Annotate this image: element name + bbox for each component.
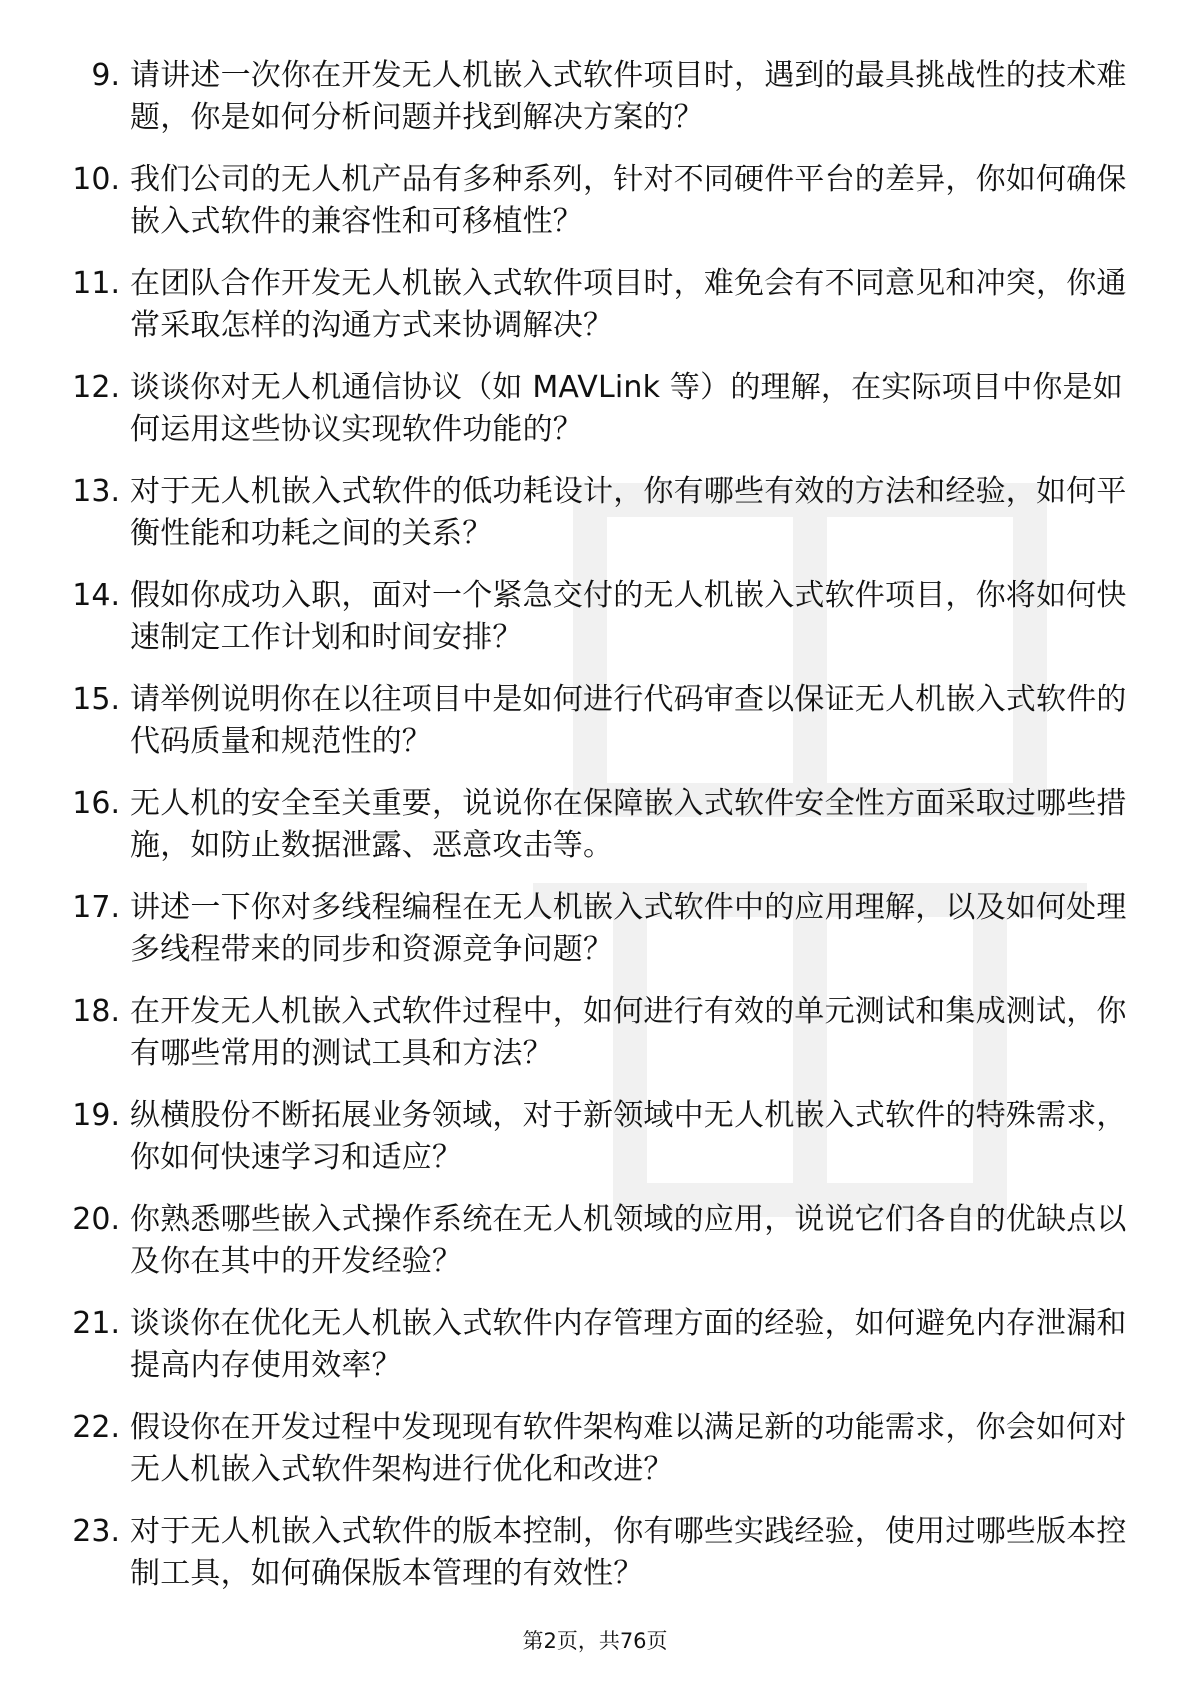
question-number: 12. [72, 370, 120, 405]
question-item [58, 783, 1138, 887]
question-text: 请讲述一次你在开发无人机嵌入式软件项目时，遇到的最具挑战性的技术难题，你是如何分析问题并找到解决方案的？ [130, 58, 1127, 135]
question-text: 假如你成功入职，面对一个紧急交付的无人机嵌入式软件项目，你将如何快速制定工作计划和时间安排？ [130, 578, 1127, 655]
question-number: 17. [72, 890, 120, 925]
question-number: 18. [72, 994, 120, 1029]
question-item [58, 1303, 1138, 1407]
question-text: 你熟悉哪些嵌入式操作系统在无人机领域的应用，说说它们各自的优缺点以及你在其中的开发经验？ [130, 1202, 1127, 1279]
question-text: 假设你在开发过程中发现现有软件架构难以满足新的功能需求，你会如何对无人机嵌入式软件架构进行优化和改进？ [130, 1410, 1127, 1487]
question-text: 讲述一下你对多线程编程在无人机嵌入式软件中的应用理解，以及如何处理多线程带来的同步和资源竞争问题？ [130, 890, 1127, 967]
question-item [58, 991, 1138, 1095]
question-number: 14. [72, 578, 120, 613]
question-item [58, 367, 1138, 471]
page-indicator: 第2页，共76页 [522, 1629, 668, 1653]
question-item [58, 575, 1138, 679]
question-item [58, 263, 1138, 367]
question-item [58, 887, 1138, 991]
question-item [58, 471, 1138, 575]
question-item [58, 1095, 1138, 1199]
question-text: 在开发无人机嵌入式软件过程中，如何进行有效的单元测试和集成测试，你有哪些常用的测试工具和方法？ [130, 994, 1127, 1071]
question-text: 谈谈你对无人机通信协议（如 MAVLink 等）的理解，在实际项目中你是如何运用这些协议实现软件功能的？ [130, 370, 1123, 447]
question-item [58, 1407, 1138, 1511]
question-item [58, 1511, 1138, 1615]
question-item [58, 55, 1138, 159]
question-text: 纵横股份不断拓展业务领域，对于新领域中无人机嵌入式软件的特殊需求，你如何快速学习和适应？ [130, 1098, 1127, 1175]
question-number: 15. [72, 682, 120, 717]
question-text: 无人机的安全至关重要，说说你在保障嵌入式软件安全性方面采取过哪些措施，如防止数据泄露、恶意攻击等。 [130, 786, 1127, 863]
question-text: 谈谈你在优化无人机嵌入式软件内存管理方面的经验，如何避免内存泄漏和提高内存使用效率？ [130, 1306, 1127, 1383]
question-text: 对于无人机嵌入式软件的低功耗设计，你有哪些有效的方法和经验，如何平衡性能和功耗之间的关系？ [130, 474, 1127, 551]
question-number: 10. [72, 162, 120, 197]
question-text: 请举例说明你在以往项目中是如何进行代码审查以保证无人机嵌入式软件的代码质量和规范性的？ [130, 682, 1127, 759]
question-text: 我们公司的无人机产品有多种系列，针对不同硬件平台的差异，你如何确保嵌入式软件的兼容性和可移植性？ [130, 162, 1127, 239]
question-number: 22. [72, 1410, 120, 1445]
question-number: 11. [72, 266, 120, 301]
question-item [58, 1199, 1138, 1303]
question-number: 13. [72, 474, 120, 509]
question-item [58, 679, 1138, 783]
question-number: 9. [91, 58, 120, 93]
question-number: 23. [72, 1514, 120, 1549]
question-text: 对于无人机嵌入式软件的版本控制，你有哪些实践经验，使用过哪些版本控制工具，如何确保版本管理的有效性？ [130, 1514, 1127, 1591]
question-number: 20. [72, 1202, 120, 1237]
question-text: 在团队合作开发无人机嵌入式软件项目时，难免会有不同意见和冲突，你通常采取怎样的沟通方式来协调解决？ [130, 266, 1127, 343]
question-number: 16. [72, 786, 120, 821]
question-item [58, 159, 1138, 263]
question-number: 19. [72, 1098, 120, 1133]
question-number: 21. [72, 1306, 120, 1341]
question-list [58, 55, 1138, 1615]
